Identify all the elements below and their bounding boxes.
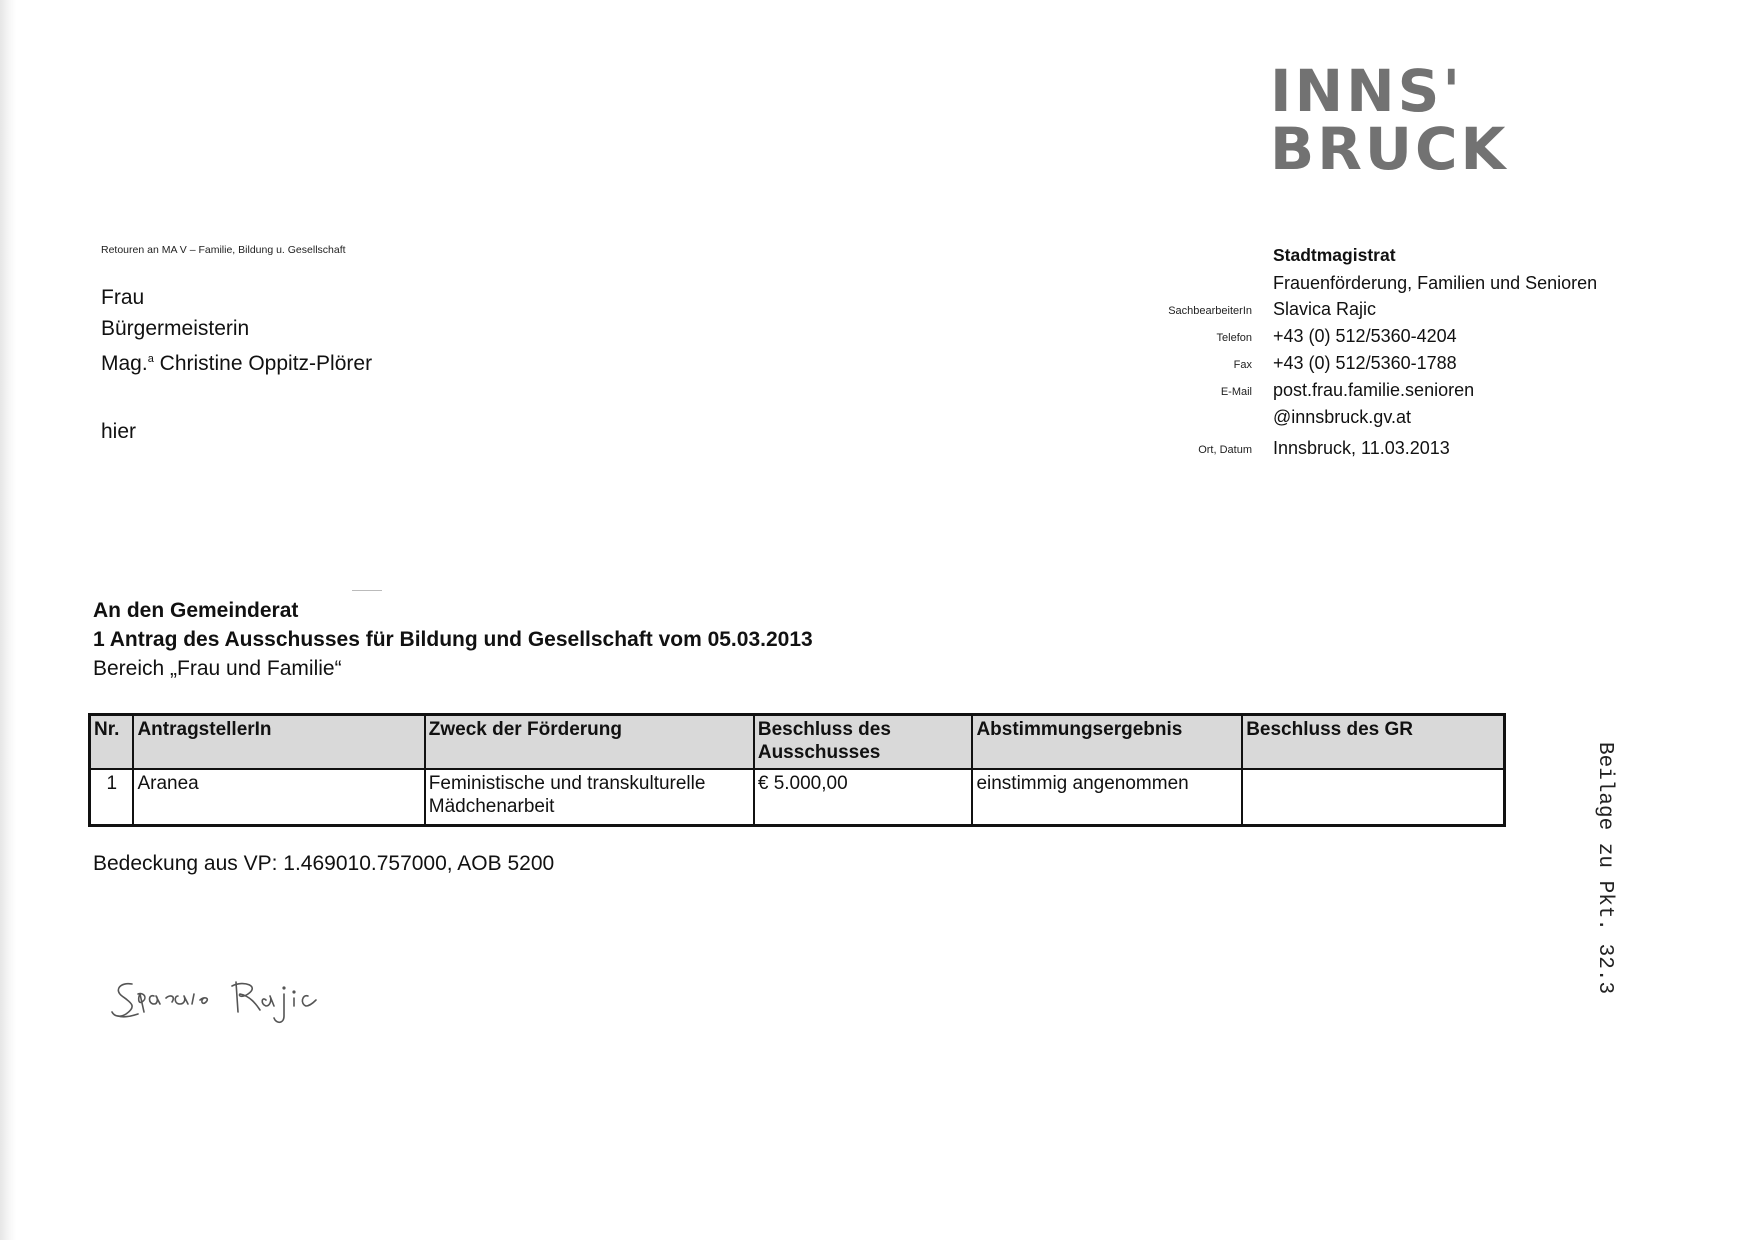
clerk-label: SachbearbeiterIn [1168, 305, 1252, 317]
handwritten-signature [108, 972, 388, 1037]
header-council-decision: Beschluss des GR [1242, 715, 1504, 770]
header-purpose: Zweck der Förderung [425, 715, 754, 770]
phone-number: +43 (0) 512/5360-4204 [1273, 326, 1457, 346]
email-line-2: @innsbruck.gv.at [1273, 407, 1411, 427]
subject-area: Bereich „Frau und Familie“ [93, 657, 342, 680]
header-nr: Nr. [90, 715, 134, 770]
fax-number: +43 (0) 512/5360-1788 [1273, 353, 1457, 373]
clerk-name: Slavica Rajic [1273, 299, 1377, 319]
sender-department: Frauenförderung, Familien und Senioren [1273, 273, 1598, 293]
recipient-title-sup: a [147, 353, 154, 365]
cell-vote-result: einstimmig angenommen [972, 769, 1242, 826]
recipient-title-prefix: Mag. [101, 352, 148, 375]
attachment-note: Beilage zu Pkt. 32.3 [1593, 742, 1616, 995]
subject-title: 1 Antrag des Ausschusses für Bildung und Gesellschaft vom 05.03.2013 [93, 628, 813, 651]
place-date-label: Ort, Datum [1198, 444, 1252, 456]
email-line-1: post.frau.familie.senioren [1273, 380, 1475, 400]
place-date: Innsbruck, 11.03.2013 [1273, 438, 1450, 458]
cell-nr: 1 [90, 769, 134, 826]
email-label: E-Mail [1220, 386, 1252, 398]
logo-line-1: INNS' [1270, 57, 1464, 125]
recipient-name-line [101, 344, 372, 379]
recipient-location: hier [101, 420, 137, 443]
page-edge-shadow [0, 0, 16, 1240]
cell-applicant: Aranea [133, 769, 424, 826]
coverage-note: Bedeckung aus VP: 1.469010.757000, AOB 5200 [93, 852, 555, 875]
divider-dash [352, 590, 382, 591]
header-applicant: AntragstellerIn [133, 715, 424, 770]
header-vote-result: Abstimmungsergebnis [972, 715, 1242, 770]
cell-council-decision [1242, 769, 1504, 826]
sender-organization: Stadtmagistrat [1273, 245, 1396, 265]
subject-block [93, 596, 813, 683]
cell-purpose: Feministische und transkulturelle Mädchenarbeit [425, 769, 754, 826]
recipient-name: Christine Oppitz-Plörer [159, 352, 373, 375]
fax-label: Fax [1233, 359, 1252, 371]
table-row [90, 769, 1505, 826]
cell-committee-decision: € 5.000,00 [754, 769, 973, 826]
logo-line-2: BRUCK [1270, 115, 1509, 183]
recipient-salutation: Frau [101, 286, 145, 309]
phone-label: Telefon [1216, 332, 1252, 344]
subject-addressee: An den Gemeinderat [93, 599, 299, 622]
recipient-block [101, 282, 372, 447]
recipient-role: Bürgermeisterin [101, 317, 250, 340]
grant-table [88, 713, 1506, 827]
table-header-row [90, 715, 1505, 770]
innsbruck-logo [1270, 57, 1509, 183]
header-committee-decision: Beschluss des Ausschusses [754, 715, 973, 770]
return-address: Retouren an MA V – Familie, Bildung u. Gesellschaft [101, 244, 346, 256]
